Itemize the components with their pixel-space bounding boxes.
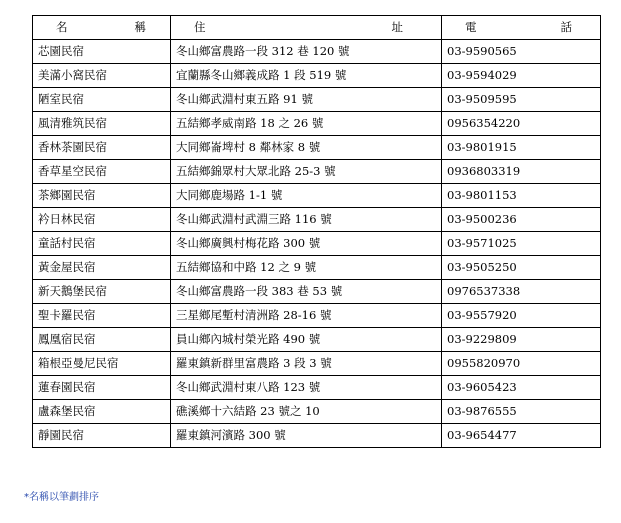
cell-phone: 03-9590565 — [442, 40, 601, 64]
cell-phone: 03-9509595 — [442, 88, 601, 112]
table-row — [33, 40, 601, 64]
header-address — [171, 16, 442, 40]
cell-phone: 03-9801915 — [442, 136, 601, 160]
header-name — [33, 16, 171, 40]
cell-address: 礁溪鄉十六結路 23 號之 10 — [171, 400, 442, 424]
header-phone-left: 電 — [465, 20, 477, 34]
table-row — [33, 184, 601, 208]
cell-phone: 03-9229809 — [442, 328, 601, 352]
cell-name: 鳳凰宿民宿 — [33, 328, 171, 352]
cell-phone: 0976537338 — [442, 280, 601, 304]
cell-address: 羅東鎮新群里富農路 3 段 3 號 — [171, 352, 442, 376]
cell-name: 靜園民宿 — [33, 424, 171, 448]
cell-address: 員山鄉內城村榮光路 490 號 — [171, 328, 442, 352]
table-header-row — [33, 16, 601, 40]
cell-address: 冬山鄉富農路一段 383 巷 53 號 — [171, 280, 442, 304]
cell-name: 蓮春園民宿 — [33, 376, 171, 400]
cell-phone: 03-9500236 — [442, 208, 601, 232]
cell-address: 宜蘭縣冬山鄉義成路 1 段 519 號 — [171, 64, 442, 88]
cell-name: 風清雅筑民宿 — [33, 112, 171, 136]
cell-address: 三星鄉尾塹村清洲路 28-16 號 — [171, 304, 442, 328]
cell-address: 冬山鄉武淵村東五路 91 號 — [171, 88, 442, 112]
cell-phone: 03-9876555 — [442, 400, 601, 424]
cell-phone: 03-9594029 — [442, 64, 601, 88]
footnote: *名稱以筆劃排序 — [24, 492, 99, 503]
header-phone — [442, 16, 601, 40]
cell-name: 聖卡羅民宿 — [33, 304, 171, 328]
cell-phone: 0936803319 — [442, 160, 601, 184]
table-row — [33, 304, 601, 328]
cell-address: 大同鄉崙埤村 8 鄰林家 8 號 — [171, 136, 442, 160]
cell-phone: 03-9801153 — [442, 184, 601, 208]
cell-phone: 03-9571025 — [442, 232, 601, 256]
header-name-right: 稱 — [134, 20, 146, 34]
cell-phone: 03-9605423 — [442, 376, 601, 400]
table-row — [33, 256, 601, 280]
cell-name: 盧森堡民宿 — [33, 400, 171, 424]
cell-name: 芯園民宿 — [33, 40, 171, 64]
bnb-table — [32, 15, 601, 448]
cell-phone: 0956354220 — [442, 112, 601, 136]
table-row — [33, 208, 601, 232]
table-row — [33, 88, 601, 112]
header-phone-right: 話 — [560, 20, 572, 34]
table-row — [33, 400, 601, 424]
cell-address: 五結鄉協和中路 12 之 9 號 — [171, 256, 442, 280]
cell-name: 美滿小窩民宿 — [33, 64, 171, 88]
cell-name: 香林茶園民宿 — [33, 136, 171, 160]
cell-phone: 0955820970 — [442, 352, 601, 376]
cell-name: 衿日林民宿 — [33, 208, 171, 232]
table-row — [33, 232, 601, 256]
table-row — [33, 424, 601, 448]
cell-address: 冬山鄉武淵村東八路 123 號 — [171, 376, 442, 400]
table-row — [33, 160, 601, 184]
cell-phone: 03-9557920 — [442, 304, 601, 328]
table-row — [33, 352, 601, 376]
cell-name: 新天鵝堡民宿 — [33, 280, 171, 304]
table-row — [33, 136, 601, 160]
table-row — [33, 280, 601, 304]
cell-address: 冬山鄉武淵村武淵三路 116 號 — [171, 208, 442, 232]
cell-name: 陋室民宿 — [33, 88, 171, 112]
cell-phone: 03-9654477 — [442, 424, 601, 448]
header-address-left: 住 — [194, 20, 206, 34]
cell-address: 大同鄉鹿場路 1-1 號 — [171, 184, 442, 208]
cell-name: 茶鄉園民宿 — [33, 184, 171, 208]
table-row — [33, 112, 601, 136]
table-body — [33, 40, 601, 448]
cell-name: 香草星空民宿 — [33, 160, 171, 184]
cell-address: 冬山鄉富農路一段 312 巷 120 號 — [171, 40, 442, 64]
cell-address: 羅東鎮河濱路 300 號 — [171, 424, 442, 448]
table-row — [33, 328, 601, 352]
cell-address: 冬山鄉廣興村梅花路 300 號 — [171, 232, 442, 256]
cell-name: 童話村民宿 — [33, 232, 171, 256]
table-row — [33, 376, 601, 400]
cell-phone: 03-9505250 — [442, 256, 601, 280]
table-row — [33, 64, 601, 88]
header-name-left: 名 — [56, 20, 68, 34]
cell-name: 黃金屋民宿 — [33, 256, 171, 280]
header-address-right: 址 — [391, 20, 403, 34]
cell-name: 箱根亞曼尼民宿 — [33, 352, 171, 376]
cell-address: 五結鄉錦眾村大眾北路 25-3 號 — [171, 160, 442, 184]
cell-address: 五結鄉孝威南路 18 之 26 號 — [171, 112, 442, 136]
